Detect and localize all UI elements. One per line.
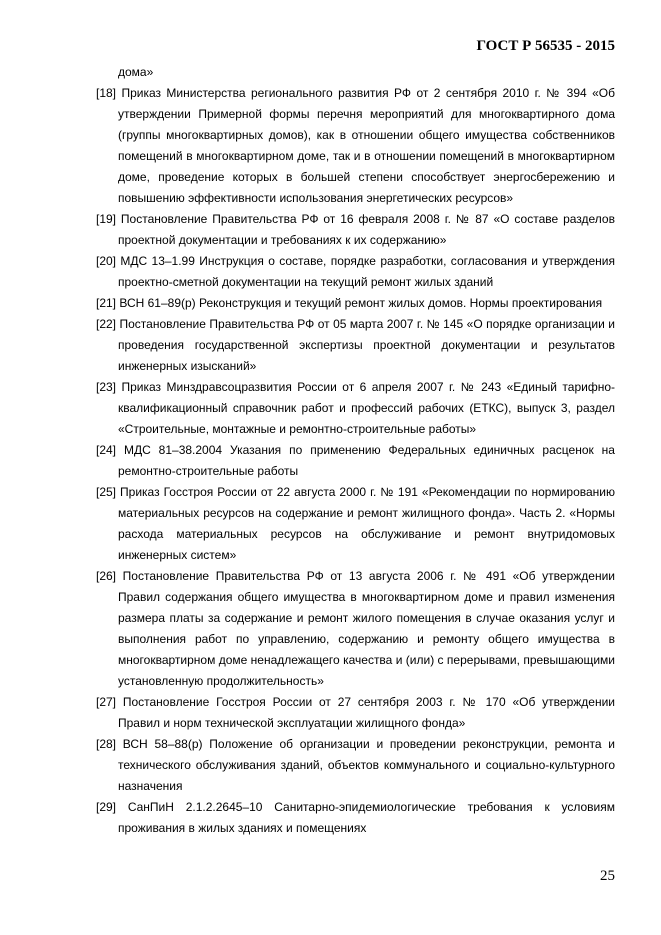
reference-text: ВСН 58–88(р) Положение об организации и проведении реконструкции, ремонта и технического обслуживания зданий, объектов коммунального и социально-культурного назначения — [118, 737, 615, 793]
continued-text: дома» — [118, 65, 154, 79]
reference-number: [20] — [96, 254, 117, 268]
reference-entry — [96, 377, 615, 440]
reference-number: [19] — [96, 212, 117, 226]
reference-entry — [96, 797, 615, 839]
reference-number: [28] — [96, 737, 117, 751]
reference-text: МДС 81–38.2004 Указания по применению Федеральных единичных расценок на ремонтно-строительные работы — [118, 443, 615, 478]
page-number: 25 — [600, 868, 615, 884]
reference-entry — [96, 314, 615, 377]
reference-entries — [96, 83, 615, 839]
reference-entry — [96, 440, 615, 482]
reference-number: [18] — [96, 86, 117, 100]
reference-number: [24] — [96, 443, 117, 457]
reference-text: Постановление Правительства РФ от 16 февраля 2008 г. № 87 «О составе разделов проектной документации и требованиях к их содержанию» — [118, 212, 615, 247]
reference-number: [21] — [96, 296, 117, 310]
reference-entry — [96, 566, 615, 692]
reference-list — [96, 62, 615, 839]
reference-entry — [96, 293, 615, 314]
reference-number: [23] — [96, 380, 117, 394]
reference-text: МДС 13–1.99 Инструкция о составе, порядке разработки, согласования и утверждения проектно-сметной документации на текущий ремонт жилых зданий — [118, 254, 615, 289]
reference-entry — [96, 209, 615, 251]
reference-text: ВСН 61–89(р) Реконструкция и текущий ремонт жилых домов. Нормы проектирования — [119, 296, 603, 310]
reference-entry — [96, 692, 615, 734]
reference-text: Постановление Правительства РФ от 13 августа 2006 г. № 491 «Об утверждении Правил содержания общего имущества в многоквартирном доме и правил изменения размера платы за содержание и ремонт жилого помещения в случае оказания услуг и выполнения работ по управлению, содержанию и ремонту общего имущества в многоквартирном доме ненадлежащего качества и (или) с перерывами, превышающими установленную продолжительность» — [118, 569, 615, 688]
reference-entry — [96, 482, 615, 566]
document-header: ГОСТ Р 56535 - 2015 — [476, 38, 615, 54]
reference-text: Постановление Правительства РФ от 05 марта 2007 г. № 145 «О порядке организации и проведения государственной экспертизы проектной документации и результатов инженерных изысканий» — [118, 317, 615, 373]
reference-number: [26] — [96, 569, 117, 583]
reference-text: Постановление Госстроя России от 27 сентября 2003 г. № 170 «Об утверждении Правил и норм технической эксплуатации жилищного фонда» — [118, 695, 615, 730]
reference-text: Приказ Госстроя России от 22 августа 2000 г. № 191 «Рекомендации по нормированию материальных ресурсов на содержание и ремонт жилищного фонда». Часть 2. «Нормы расхода материальных ресурсов на обслуживание и ремонт внутридомовых инженерных систем» — [118, 485, 615, 562]
reference-entry — [96, 734, 615, 797]
reference-number: [29] — [96, 800, 117, 814]
reference-entry — [96, 251, 615, 293]
reference-text: Приказ Министерства регионального развития РФ от 2 сентября 2010 г. № 394 «Об утверждении Примерной формы перечня мероприятий для многоквартирного дома (группы многоквартирных домов), как в отношении общего имущества собственников помещений в многоквартирном доме, так и в отношении помещений в многоквартирном доме, проведение которых в большей степени способствует энергосбережению и повышению эффективности использования энергетических ресурсов» — [118, 86, 615, 205]
reference-number: [27] — [96, 695, 117, 709]
reference-text: Приказ Минздравсоцразвития России от 6 апреля 2007 г. № 243 «Единый тарифно-квалификационный справочник работ и профессий рабочих (ЕТКС), выпуск 3, раздел «Строительные, монтажные и ремонтно-строительные работы» — [118, 380, 615, 436]
reference-number: [22] — [96, 317, 117, 331]
reference-number: [25] — [96, 485, 117, 499]
reference-text: СанПиН 2.1.2.2645–10 Санитарно-эпидемиологические требования к условиям проживания в жилых зданиях и помещениях — [118, 800, 615, 835]
reference-entry — [96, 83, 615, 209]
